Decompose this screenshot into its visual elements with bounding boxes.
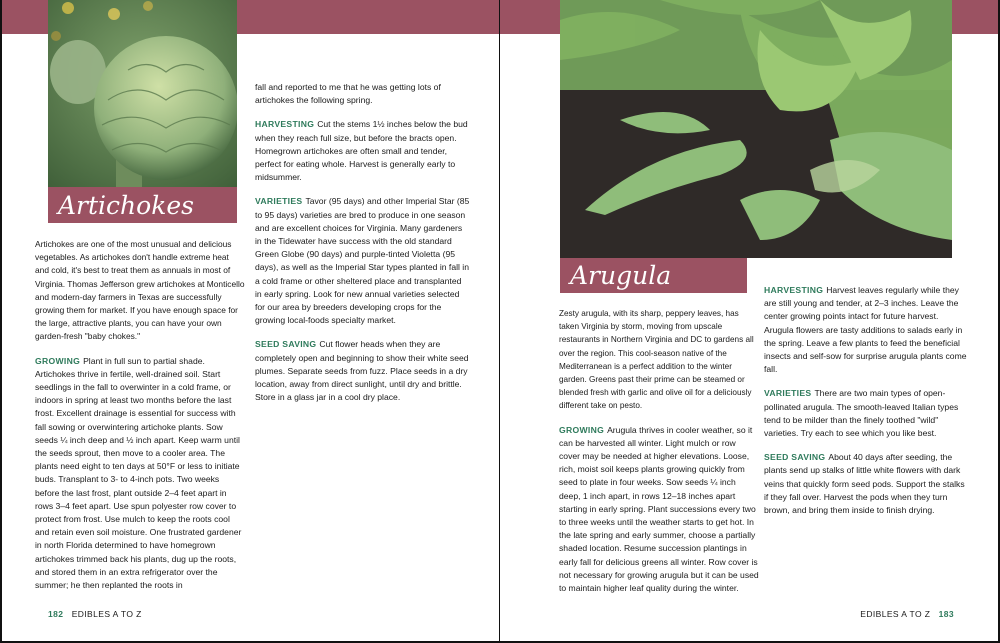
running-head: EDIBLES A TO Z (71, 609, 142, 619)
arugula-growing (559, 424, 759, 596)
section-text-varieties: Tavor (95 days) and other Imperial Star (85 to 95 days) varieties are bred to produce in one season and are excellent choices for Virginia. Many gardeners in the Tidewater have success with the old standard Green Globe (90 days) and purple-tinted Violetta (95 days), as well as the Imperial Star types planted in fall in a cold frame or other sheltered place and transplanted in early spring. Look for new annual varieties selected for our area by breeders developing crops for the growing local-foods specialty market. (255, 196, 470, 326)
left-column-2 (255, 81, 470, 415)
artichoke-growing (35, 355, 245, 593)
artichoke-varieties (255, 195, 470, 327)
arugula-seed-saving (764, 451, 967, 517)
artichoke-photo (48, 0, 237, 187)
header-band-right (237, 0, 499, 34)
arugula-varieties (764, 387, 967, 440)
section-text-varieties: There are two main types of open-pollinated arugula. The smooth-leaved Italian types tend to be milder than the finely toothed "wild" varieties. Try each to see which you like best. (764, 388, 959, 439)
arugula-intro: Zesty arugula, with its sharp, peppery leaves, has taken Virginia by storm, moving from upscale restaurants in Northern Virginia and DC to gardens all over the region. This cool-season native of the Mediterranean is a perfect addition to the winter garden. Greens past their prime can be steamed or blended fresh with garlic and olive oil for a deliciously different take on pesto. (559, 309, 754, 411)
left-column-1 (35, 238, 245, 603)
page-title-artichokes: Artichokes (48, 187, 237, 223)
folio-left (48, 609, 142, 619)
section-heading-varieties: VARIETIES (764, 388, 812, 399)
page-number: 183 (938, 609, 954, 619)
section-text-growing: Plant in full sun to partial shade. Artichokes thrive in fertile, well-drained soil. Start seedlings in the fall to overwinter in a cold frame, or indoors in spring at least two months before the last frost. Excellent drainage is essential for success with fall sowing or overwintering artichoke plants. Sow seeds ¼ inch deep and ½ inch apart. Keep warm until the seeds sprout, then move to a cooler area. The plants need eight to ten days at 50°F or less to initiate buds. Transplant to 3- to 4-inch pots. Two weeks before the last frost, plant outside 2–4 feet apart in rows 3–4 feet apart. Use spun polyester row cover to protect from frost. Use mulch to keep the roots cool and retain even soil moisture. One frustrated gardener in north Florida determined to have homegrown artichokes trimmed back his plants, dug up the roots, and stored them in an extra refrigerator over the summer; he then replanted the roots in (35, 355, 242, 591)
section-text-harvesting: Harvest leaves regularly while they are still young and tender, at 2–3 inches. Leave the center growing points intact for future harvest. Arugula flowers are tasty additions to salads early in the spring. Leave a few plants to feed the beneficial insects and self-sow for surprise arugula plants come fall. (764, 285, 967, 375)
running-head: EDIBLES A TO Z (860, 609, 931, 619)
artichoke-continued: fall and reported to me that he was getting lots of artichokes the following spring. (255, 82, 441, 106)
book-spine (499, 0, 500, 643)
artichoke-seed-saving (255, 338, 470, 404)
folio-right (860, 609, 954, 619)
page-title-arugula: Arugula (560, 258, 747, 293)
header-band-left (2, 0, 48, 34)
right-page (500, 0, 1000, 643)
page-number: 182 (48, 609, 64, 619)
right-column-2 (764, 284, 967, 528)
section-heading-growing: GROWING (35, 355, 81, 366)
right-column-1 (559, 307, 759, 606)
header-band-right (952, 0, 1000, 34)
arugula-photo (560, 0, 952, 258)
section-text-seed-saving: About 40 days after seeding, the plants send up stalks of little white flowers with dark veins that quickly form seed pods. Support the stalks if they fall over. Harvest the pods when they turn brown, and bring them inside to finish drying. (764, 452, 965, 516)
left-page (0, 0, 499, 643)
header-band-left (500, 0, 560, 34)
section-heading-seed-saving: SEED SAVING (255, 339, 317, 350)
section-text-seed-saving: Cut flower heads when they are completely open and beginning to show their white seed plumes. Separate seeds from fuzz. Place seeds in a dry location, away from direct sunlight, until dry and brittle. Store in a glass jar in a cool dry place. (255, 339, 469, 403)
section-heading-harvesting: HARVESTING (255, 119, 315, 130)
artichoke-harvesting (255, 118, 470, 184)
arugula-harvesting (764, 284, 967, 376)
section-heading-seed-saving: SEED SAVING (764, 452, 826, 463)
section-heading-varieties: VARIETIES (255, 196, 303, 207)
section-heading-harvesting: HARVESTING (764, 285, 824, 295)
section-text-growing: Arugula thrives in cooler weather, so it can be harvested all winter. Light mulch or row cover may be needed at higher elevations. Loose, rich, moist soil keeps plants growing quickly from seed to plate in four weeks. Sow seeds ¼ inch deep, 1 inch apart, in rows 12–18 inches apart starting in early spring. Plant successions every two to three weeks until the weather starts to get hot. In the late spring and early summer, choose a partially shaded location. Resume succession plantings in early fall for delicious greens all winter. Row cover is not necessary for growing arugula but it can be used to maintain higher leaf quality during the winter. (559, 424, 759, 594)
section-heading-growing: GROWING (559, 424, 605, 435)
artichoke-intro: Artichokes are one of the most unusual and delicious vegetables. As artichokes don't handle extreme heat and cold, it's best to treat them as annuals in most of Virginia. Thomas Jefferson grew artichokes at Monticello and modern-day farmers in Texas are successfully growing them for market. If you have enough space for the large, attractive plants, you can have your own garden-fresh "baby chokes." (35, 239, 245, 342)
section-text-harvesting: Cut the stems 1½ inches below the bud when they reach full size, but before the bracts open. Homegrown artichokes are often small and tender, perfect for eating whole. Harvest is generally early to midsummer. (255, 119, 468, 183)
